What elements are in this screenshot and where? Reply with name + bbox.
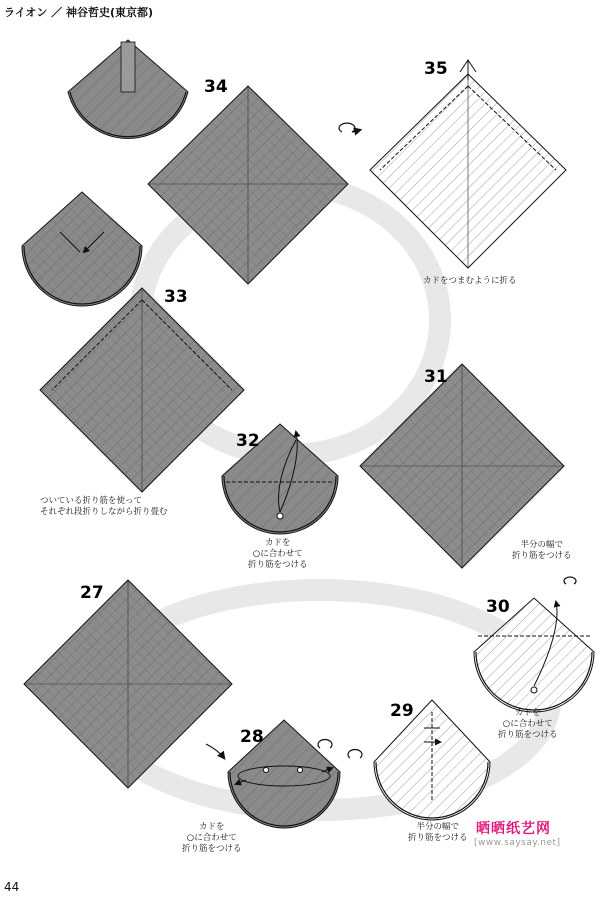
step-31-diagram [360,364,564,568]
step-number: 35 [424,59,448,79]
next-step-arrow [206,744,224,758]
turn-over-symbol [318,740,362,758]
step-number: 28 [240,727,264,747]
step-number: 30 [486,597,510,617]
step-caption: カドを ○に合わせて 折り筋をつける [182,822,242,854]
step-number: 29 [390,701,414,721]
step-number: 31 [424,367,448,387]
step-caption: カドを ○に合わせて 折り筋をつける [498,708,558,740]
step-caption: 半分の幅で 折り筋をつける [512,540,572,561]
step-34-diagram [148,86,348,284]
page-number: 44 [4,880,20,894]
step-caption: ついている折り筋を使って それぞれ段折りしながら折り畳む [40,496,168,517]
step-caption: カドをつまむように折る [423,276,517,286]
step-caption: 半分の幅で 折り筋をつける [408,822,468,843]
turn-over-symbol [339,123,360,132]
step-number: 33 [164,287,188,307]
watermark-url: [www.saysay.net] [474,838,561,848]
step-33-diagram [40,288,244,492]
step-number: 27 [80,583,104,603]
step-33-detail [22,192,142,306]
step-number: 32 [236,431,260,451]
step-number: 34 [204,77,228,97]
step-34-detail [68,40,188,138]
watermark-brand: 晒晒纸艺网 [476,821,551,837]
page-header: ライオン ／ 神谷哲史(東京都) [4,6,154,19]
step-caption: カドを ○に合わせて 折り筋をつける [248,538,308,570]
